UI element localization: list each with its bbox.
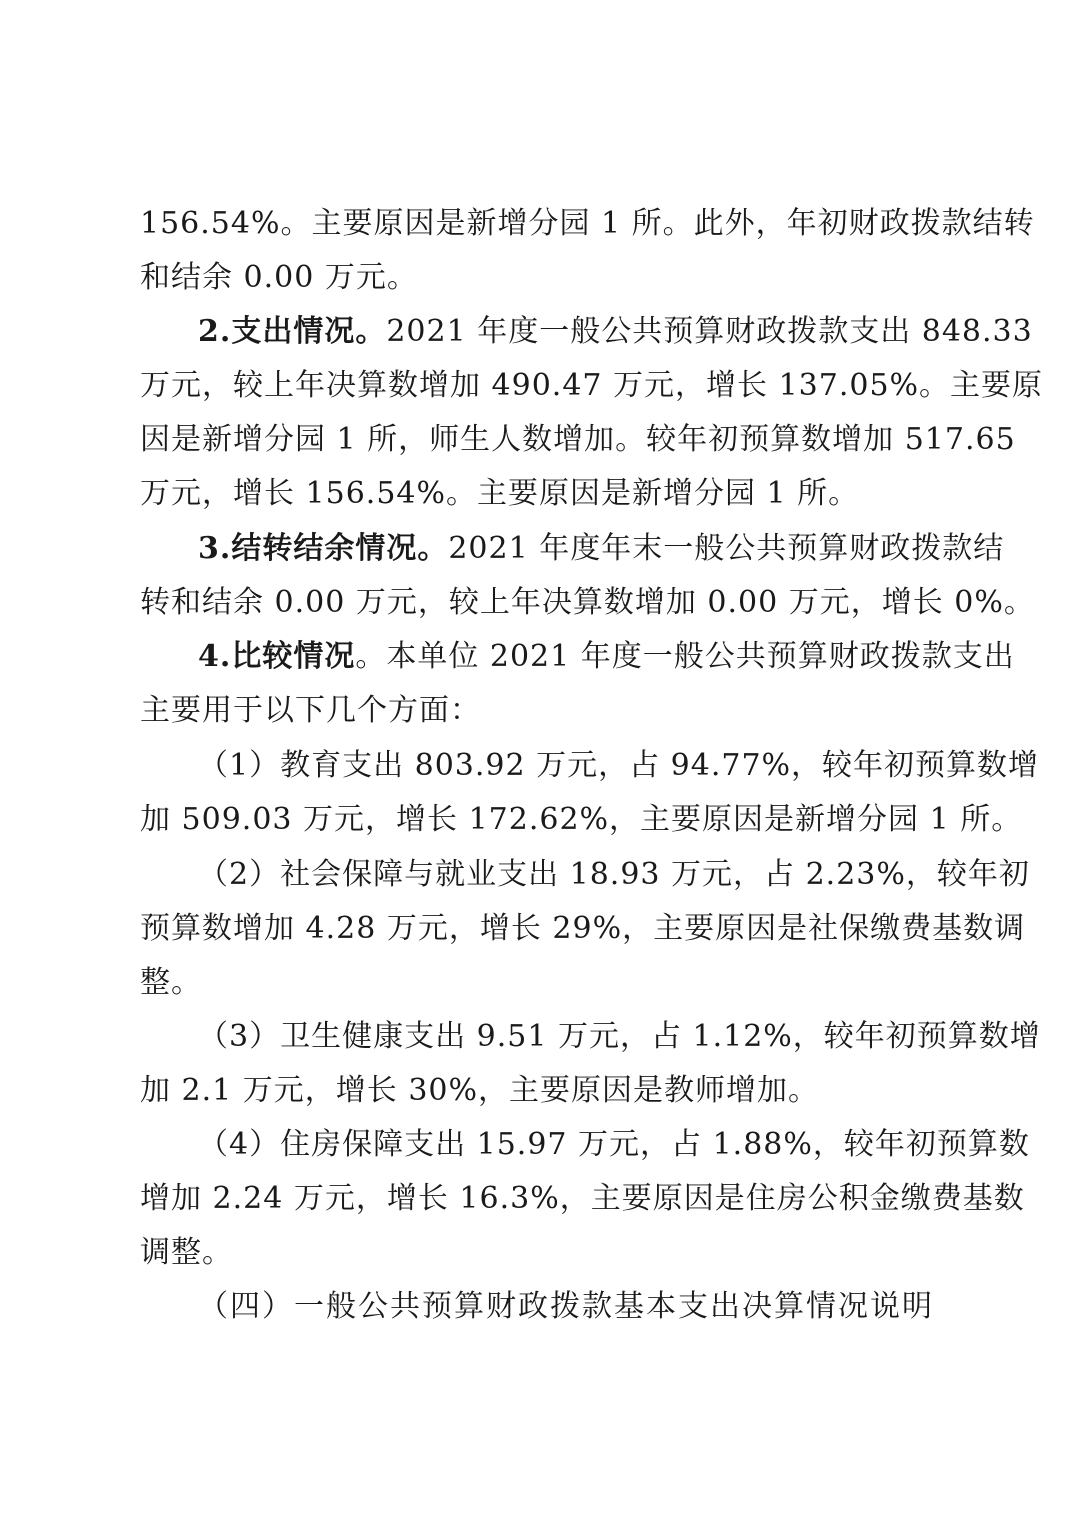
paragraph-item-1	[140, 739, 1040, 847]
section-heading-comparison: 4.比较情况	[198, 639, 356, 674]
text-run: 。本单位 2021 年度一般公共预算财政拨款支出	[355, 639, 1015, 674]
text-line: 万元，增长 156.54%。主要原因是新增分园 1 所。	[140, 476, 860, 511]
section-heading-expenditure: 2.支出情况。	[198, 314, 387, 349]
text-line: 主要用于以下几个方面：	[140, 693, 481, 728]
text-line: 增加 2.24 万元，增长 16.3%，主要原因是住房公积金缴费基数	[140, 1181, 1025, 1216]
text-run: 2021 年度年末一般公共预算财政拨款结	[448, 531, 1005, 566]
text-line: 预算数增加 4.28 万元，增长 29%，主要原因是社保缴费基数调	[140, 911, 1026, 946]
text-line: 加 509.03 万元，增长 172.62%，主要原因是新增分园 1 所。	[140, 802, 1023, 837]
text-line: 转和结余 0.00 万元，较上年决算数增加 0.00 万元，增长 0%。	[140, 585, 1035, 620]
text-line	[140, 522, 1005, 576]
text-line: 加 2.1 万元，增长 30%，主要原因是教师增加。	[140, 1073, 819, 1108]
text-line: 和结余 0.00 万元。	[140, 260, 418, 295]
text-line: 调整。	[140, 1235, 233, 1270]
section-heading-four: （四）一般公共预算财政拨款基本支出决算情况说明	[198, 1289, 934, 1324]
paragraph-carryover	[140, 197, 1035, 305]
text-line: （2）社会保障与就业支出 18.93 万元，占 2.23%，较年初	[198, 857, 1030, 892]
text-line	[140, 630, 1015, 684]
section-heading-carryforward: 3.结转结余情况。	[198, 531, 449, 566]
paragraph-item-2	[140, 848, 1030, 1010]
text-line: （3）卫生健康支出 9.51 万元，占 1.12%，较年初预算数增	[198, 1019, 1041, 1054]
text-line: （4）住房保障支出 15.97 万元，占 1.88%，较年初预算数	[198, 1127, 1030, 1162]
text-line: 万元，较上年决算数增加 490.47 万元，增长 137.05%。主要原	[140, 368, 1044, 403]
text-line: 整。	[140, 965, 202, 1000]
paragraph-carryforward	[140, 522, 1035, 630]
text-line: 156.54%。主要原因是新增分园 1 所。此外，年初财政拨款结转	[140, 206, 1035, 241]
text-line: 因是新增分园 1 所，师生人数增加。较年初预算数增加 517.65	[140, 422, 1016, 457]
paragraph-item-4	[140, 1118, 1030, 1280]
text-run: 2021 年度一般公共预算财政拨款支出 848.33	[386, 314, 1033, 349]
text-line: （1）教育支出 803.92 万元，占 94.77%，较年初预算数增	[198, 748, 1040, 783]
paragraph-comparison	[140, 630, 1015, 738]
text-line	[140, 305, 1033, 359]
paragraph-item-3	[140, 1010, 1041, 1118]
paragraph-expenditure	[140, 305, 1044, 521]
